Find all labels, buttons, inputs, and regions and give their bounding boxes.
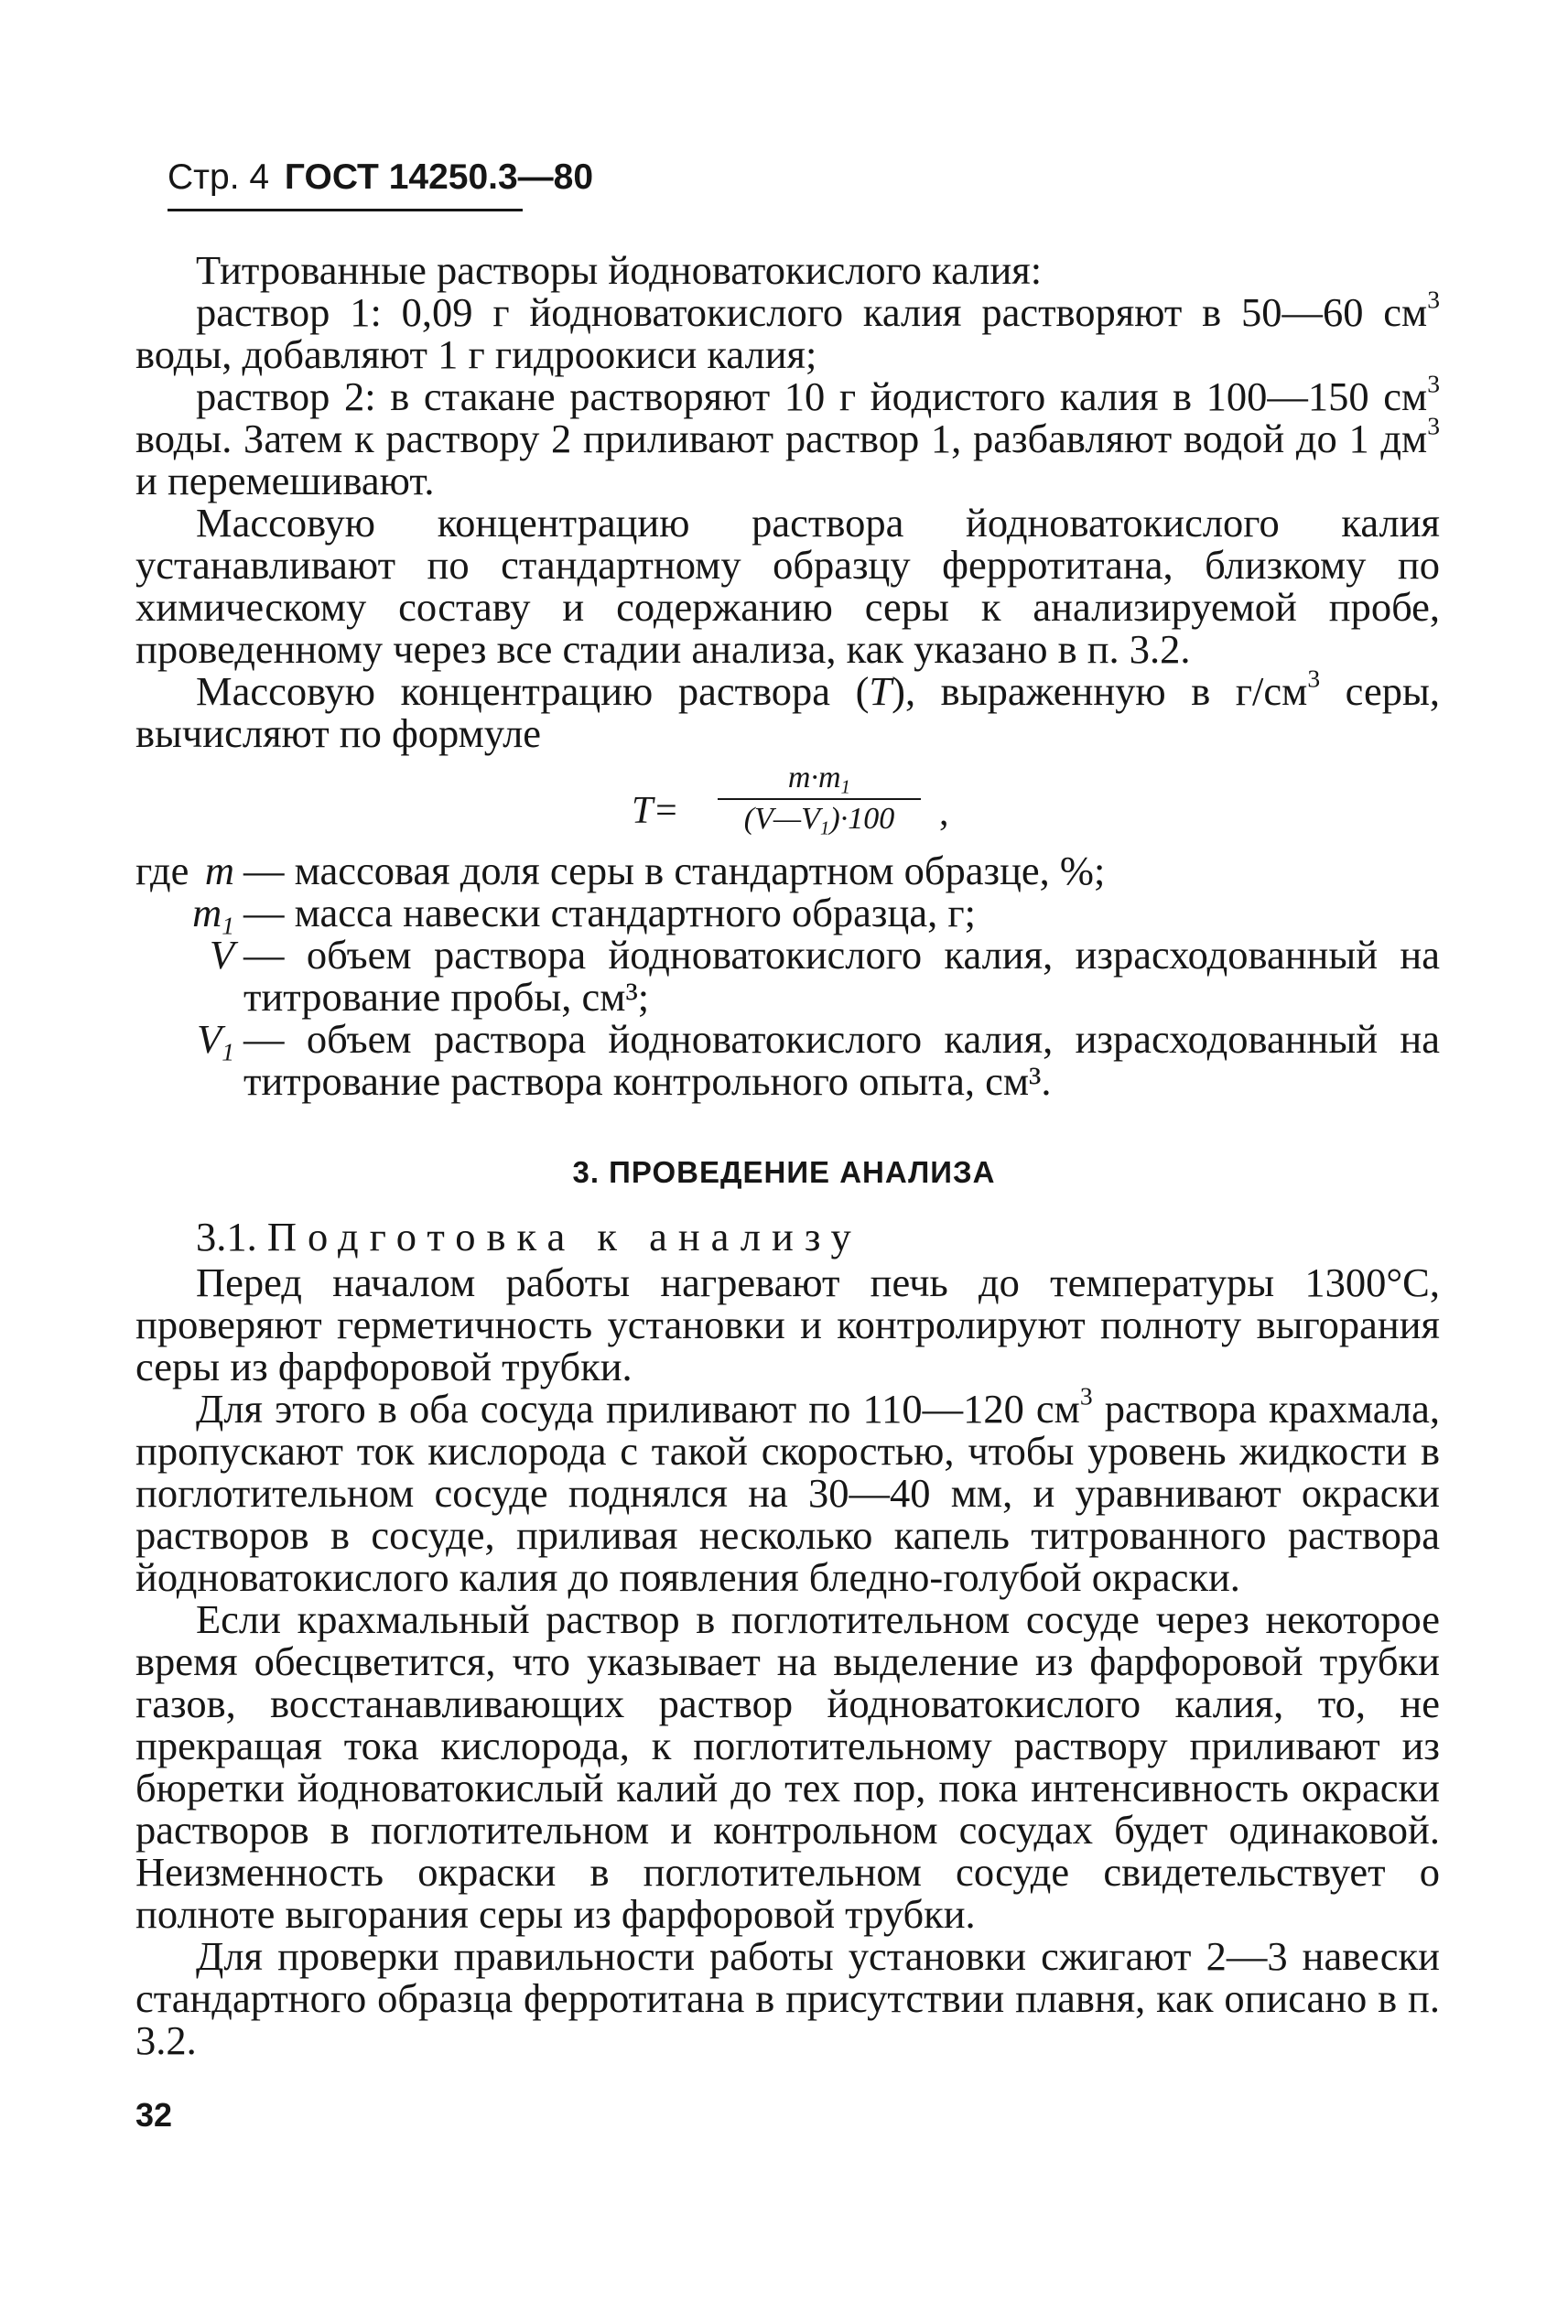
subsection-heading [196, 1214, 862, 1259]
formula-lhs: T= [632, 790, 679, 832]
reagents-block [135, 249, 1440, 754]
formula-denominator: $(V—V_1)\cdot 100$ [743, 802, 895, 839]
subsection-title: Подготовка к анализу [266, 1214, 862, 1259]
definition-symbol: $V_1$ [197, 1016, 234, 1066]
definition-symbol: m [204, 848, 234, 893]
definition-text: — объем раствора йодноватокислого калия, израсходованный на титрование раствора контрольного опыта, см³. [243, 1016, 1440, 1104]
definition-item [135, 890, 1440, 940]
decolorization-paragraph: Если крахмальный раствор в поглотительном сосуде через некоторое время обесцветится, что указывает на выделение из фарфоровой трубки газов, восстанавливающих раствор йодноватокислого калия, то, не прекращая тока кислорода, к поглотительному раствору приливают из бюретки йодноватокислый калий до тех пор, пока интенсивность окраски растворов в поглотительном и контрольном сосудах будет одинаковой. Неизменность окраски в поглотительном сосуде свидетельствует о полноте выгорания серы из фарфоровой трубки. [135, 1596, 1440, 1937]
definition-text: — объем раствора йодноватокислого калия, израсходованный на титрование пробы, см³; [243, 932, 1440, 1020]
header-rule [168, 209, 523, 211]
running-header [168, 154, 593, 201]
reagents-intro: Титрованные растворы йодноватокислого калия: [196, 247, 1043, 293]
solution-1: раствор 1: 0,09 г йодноватокислого калия растворяют в 50—60 $см^3$ воды, добавляют 1 г гидроокиси калия; [135, 285, 1440, 377]
definition-text: — массовая доля серы в стандартном образце, %; [243, 848, 1106, 893]
where-label: где [135, 848, 189, 893]
formula-comma: , [939, 792, 949, 834]
definition-item [135, 1018, 1440, 1102]
page-number: 32 [135, 2096, 173, 2134]
definition-symbol: V [209, 932, 234, 978]
furnace-paragraph: Перед началом работы нагревают печь до температуры 1300°С, проверяют герметичность установки и контролируют полноту выгорания серы из фарфоровой трубки. [135, 1259, 1440, 1389]
subsection-number: 3.1. [196, 1214, 257, 1259]
formula-fraction [718, 760, 921, 838]
variable-definitions [135, 849, 1440, 1102]
preparation-block [135, 1261, 1440, 2061]
definition-item [135, 849, 1440, 892]
mass-concentration-paragraph: Массовую концентрацию раствора йодноватокислого калия устанавливают по стандартному образцу ферротитана, близкому по химическому составу и содержанию серы к анализируемой пробе, проведенному через все стадии анализа, как указано в п. 3.2. [135, 500, 1440, 672]
starch-paragraph: Для этого в оба сосуда приливают по 110—120 $см^3$ раствора крахмала, пропускают ток кислорода с такой скоростью, чтобы уровень жидкости в поглотительном сосуде поднялся на 30—40 мм, и уравнивают окраски растворов в сосуде, приливая несколько капель титрованного раствора йодноватокислого калия до появления бледно-голубой окраски. [135, 1381, 1440, 1600]
formula-numerator: $m\cdot m_1$ [718, 760, 921, 800]
verification-paragraph: Для проверки правильности работы установки сжигают 2—3 навески стандартного образца ферротитана в присутствии плавня, как описано в п. 3.2. [135, 1933, 1440, 2063]
formula-intro: Массовую концентрацию раствора (T), выраженную в $г/см^3$ серы, вычисляют по формуле [135, 664, 1440, 756]
standard-number: ГОСТ 14250.3—80 [284, 157, 594, 197]
definition-item [135, 934, 1440, 1018]
section-heading: 3. ПРОВЕДЕНИЕ АНАЛИЗА [572, 1155, 996, 1189]
definition-text: — масса навески стандартного образца, г; [243, 890, 976, 935]
page-label: Стр. 4 [168, 157, 270, 197]
definition-symbol: $m_1$ [192, 890, 234, 940]
solution-2: раствор 2: в стакане растворяют 10 г йодистого калия в 100—150 $см^3$ воды. Затем к раствору 2 приливают раствор 1, разбавляют водой до 1 $дм^3$ и перемешивают. [135, 369, 1440, 503]
